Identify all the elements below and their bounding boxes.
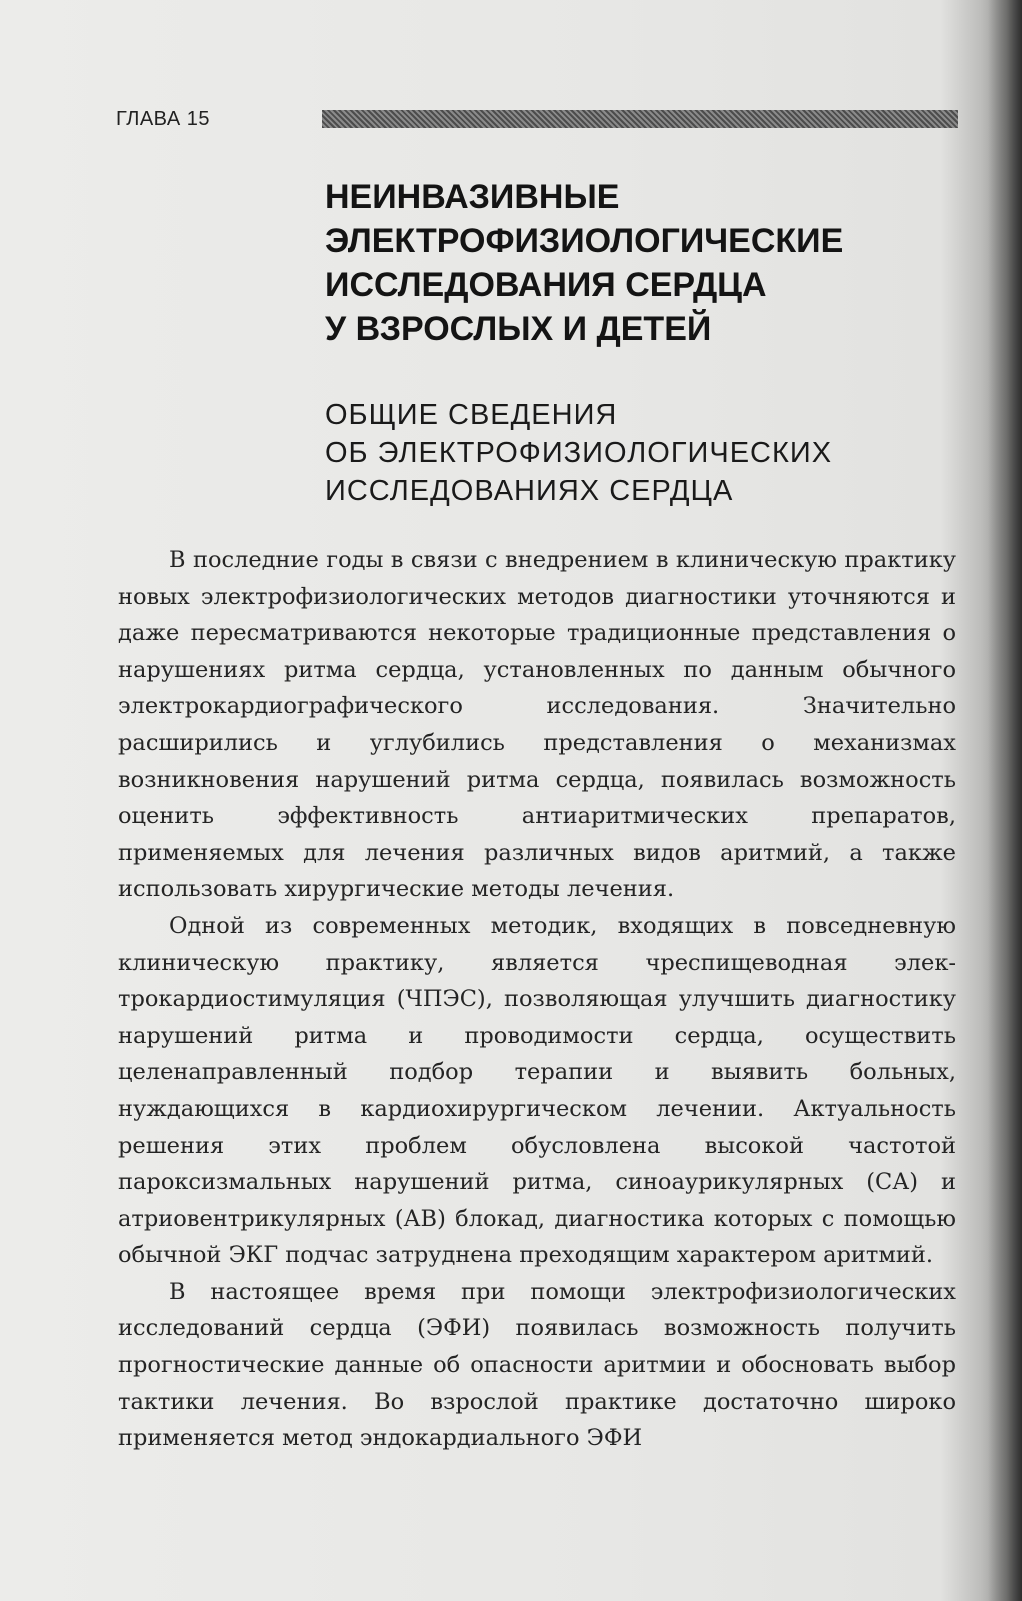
chapter-label: ГЛАВА 15: [116, 108, 210, 130]
body-text: [118, 542, 956, 1457]
section-heading: [325, 396, 965, 510]
page-binding-shadow: [988, 0, 1022, 1601]
chapter-title: [325, 175, 965, 351]
title-line: НЕИНВАЗИВНЫЕ: [325, 178, 620, 216]
title-line: ЭЛЕКТРОФИЗИОЛОГИЧЕСКИЕ: [325, 222, 844, 260]
title-line: ИССЛЕДОВАНИЯ СЕРДЦА: [325, 266, 767, 304]
section-heading-line: ОБ ЭЛЕКТРОФИЗИОЛОГИЧЕСКИХ: [325, 437, 833, 469]
paragraph: В настоящее время при помощи электрофизиологических исследований сердца (ЭФИ) появилась возможность получить прогностические данные об опасности аритмии и обосновать выбор тактики лечения. Во взрослой практике достаточно широко применяется метод эндокардиального ЭФИ: [118, 1278, 956, 1452]
section-heading-line: ИССЛЕДОВАНИЯХ СЕРДЦА: [325, 475, 734, 507]
chapter-header-bar: [322, 110, 958, 128]
title-line: У ВЗРОСЛЫХ И ДЕТЕЙ: [325, 310, 712, 348]
paragraph: В последние годы в связи с внедрением в клиническую практику новых электрофизиологических методов диагностики уточняются и даже пересматриваются некоторые традиционные представления о нарушениях ритма сердца, установленных по данным обычного электрокардиографического исследования. Значительно расширились и углубились представления о механизмах возникновения нарушений ритма сердца, появилась возможность оценить эффективность антиаритмических препаратов, применяемых для лечения различных видов аритмий, а также использовать хирургические методы лечения.: [118, 547, 956, 903]
section-heading-line: ОБЩИЕ СВЕДЕНИЯ: [325, 399, 618, 431]
paragraph: Одной из современных методик, входящих в повседневную клиническую практику, является чреспищеводная электрокардиостимуляция (ЧПЭС), позволяющая улучшить диагностику нарушений ритма и проводимости сердца, осуществить целенаправленный подбор терапии и выявить больных, нуждающихся в кардиохирургическом лечении. Актуальность решения этих проблем обусловлена высокой частотой пароксизмальных нарушений ритма, синоаурикулярных (СА) и атриовентрикулярных (АВ) блокад, диагностика которых с помощью обычной ЭКГ подчас затруднена преходящим характером аритмий.: [118, 912, 956, 1269]
